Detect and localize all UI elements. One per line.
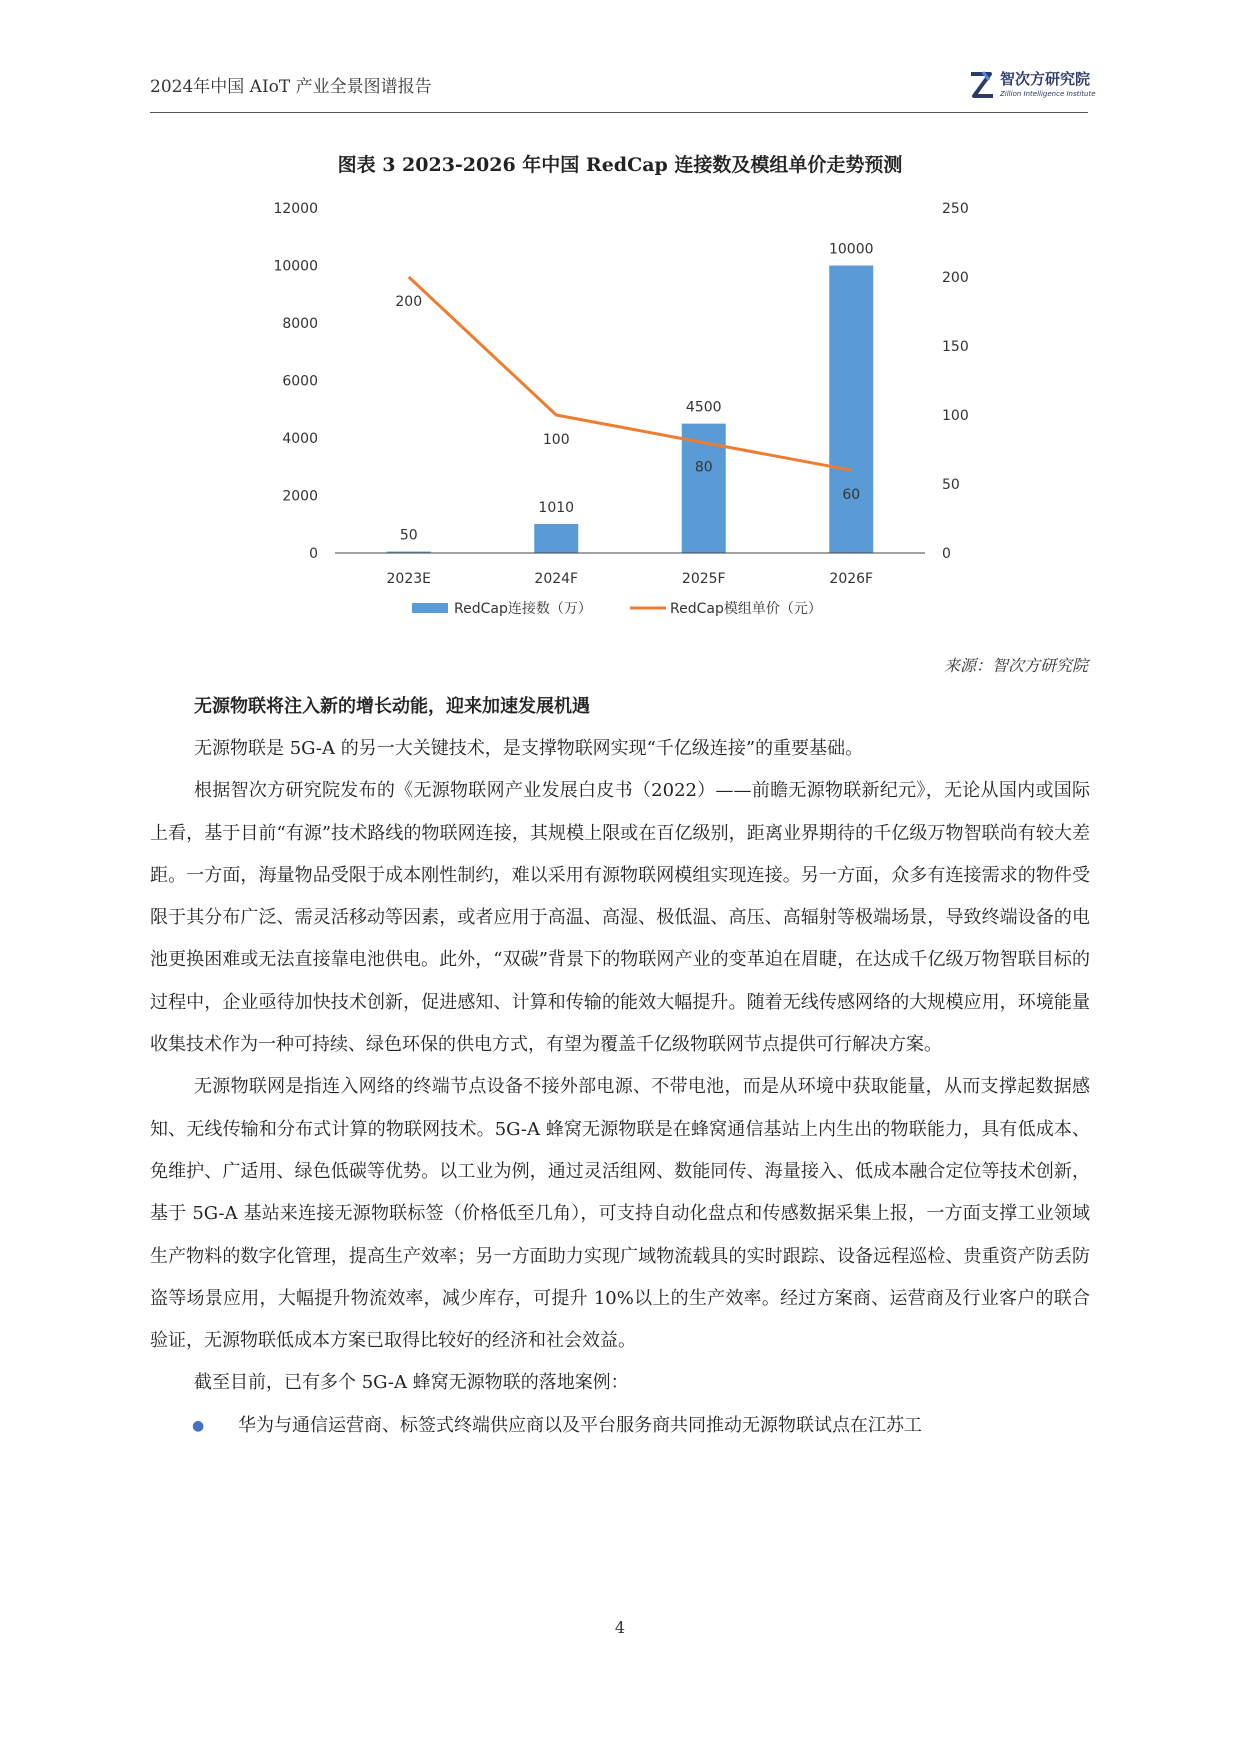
header-title: 2024年中国 AIoT 产业全景图谱报告 bbox=[150, 77, 432, 97]
right-axis-tick-label: 250 bbox=[942, 201, 969, 217]
paragraph: 无源物联网是指连入网络的终端节点设备不接外部电源、不带电池，而是从环境中获取能量，从而支撑起数据感知、无线传输和分布式计算的物联网技术。5G-A 蜂窝无源物联是在蜂窝通信基站上内生出的物联能力，具有低成本、免维护、广适用、绿色低碳等优势。以工业为例，通过灵活组网、数能同传、海量接入、低成本融合定位等技术创新，基于 5G-A 基站来连接无源物联标签（价格低至几角），可支持自动化盘点和传感数据采集上报，一方面支撑工业领域生产物料的数字化管理，提高生产效率；另一方面助力实现广域物流载具的实时跟踪、设备远程巡检、贵重资产防丢防盗等场景应用，大幅提升物流效率，减少库存，可提升 10%以上的生产效率。经过方案商、运营商及行业客户的联合验证，无源物联低成本方案已取得比较好的经济和社会效益。 bbox=[150, 1076, 1090, 1352]
paragraph: 无源物联是 5G-A 的另一大关键技术，是支撑物联网实现“千亿级连接”的重要基础。 bbox=[194, 738, 864, 759]
line-data-label: 80 bbox=[694, 459, 713, 476]
left-axis-tick-label: 8000 bbox=[282, 316, 318, 332]
left-axis-tick-label: 12000 bbox=[273, 201, 318, 217]
bar-data-label: 50 bbox=[399, 527, 418, 544]
institute-logo bbox=[968, 66, 1096, 106]
line-data-label: 60 bbox=[842, 487, 861, 504]
left-axis-tick-label: 6000 bbox=[282, 373, 318, 390]
line-data-label: 100 bbox=[542, 432, 570, 448]
right-axis-tick-label: 50 bbox=[942, 477, 960, 493]
x-axis-tick-label: 2023E bbox=[386, 571, 431, 587]
right-axis-tick-label: 0 bbox=[942, 546, 951, 562]
bar-connections bbox=[829, 266, 873, 554]
bar-data-label: 4500 bbox=[685, 399, 722, 416]
figure-source: 来源：智次方研究院 bbox=[943, 656, 1088, 675]
left-axis-tick-label: 10000 bbox=[273, 258, 318, 275]
bullet-text: 华为与通信运营商、标签式终端供应商以及平台服务商共同推动无源物联试点在江苏工 bbox=[238, 1414, 922, 1436]
bar-data-label: 10000 bbox=[828, 241, 874, 258]
body-text bbox=[150, 686, 1090, 1447]
logo-mark-icon bbox=[968, 70, 996, 100]
x-axis-tick-label: 2024F bbox=[534, 571, 579, 587]
bullet-item bbox=[150, 1405, 1090, 1447]
legend-bar-swatch bbox=[412, 603, 448, 613]
redcap-chart bbox=[0, 190, 1240, 630]
line-data-label: 200 bbox=[395, 294, 423, 310]
x-axis-tick-label: 2025F bbox=[681, 571, 726, 587]
left-axis-tick-label: 0 bbox=[309, 546, 318, 562]
left-axis-tick-label: 4000 bbox=[282, 431, 318, 447]
right-axis-tick-label: 100 bbox=[942, 408, 969, 424]
paragraph: 根据智次方研究院发布的《无源物联网产业发展白皮书（2022）——前瞻无源物联新纪元》，无论从国内或国际上看，基于目前“有源”技术路线的物联网连接，其规模上限或在百亿级别，距离业界期待的千亿级万物智联尚有较大差距。一方面，海量物品受限于成本刚性制约，难以采用有源物联网模组实现连接。另一方面，众多有连接需求的物件受限于其分布广泛、需灵活移动等因素，或者应用于高温、高湿、极低温、高压、高辐射等极端场景，导致终端设备的电池更换困难或无法直接靠电池供电。此外，“双碳”背景下的物联网产业的变革迫在眉睫，在达成千亿级万物智联目标的过程中，企业亟待加快技术创新，促进感知、计算和传输的能效大幅提升。随着无线传感网络的大规模应用，环境能量收集技术作为一种可持续、绿色环保的供电方式，有望为覆盖千亿级物联网节点提供可行解决方案。 bbox=[150, 780, 1090, 1056]
legend-bar-label: RedCap连接数（万） bbox=[454, 601, 592, 617]
legend-line-label: RedCap模组单价（元） bbox=[670, 601, 822, 617]
bar-data-label: 1010 bbox=[538, 499, 575, 516]
left-axis-tick-label: 2000 bbox=[282, 488, 318, 505]
figure-title: 图表 3 2023-2026 年中国 RedCap 连接数及模组单价走势预测 bbox=[337, 154, 903, 176]
page-header bbox=[150, 62, 1096, 113]
paragraph: 截至目前，已有多个 5G-A 蜂窝无源物联的落地案例： bbox=[194, 1372, 629, 1394]
page-number: 4 bbox=[614, 1618, 626, 1637]
logo-subtitle: Zillion Intelligence Institute bbox=[1000, 90, 1096, 98]
logo-name: 智次方研究院 bbox=[1000, 70, 1091, 88]
section-heading: 无源物联将注入新的增长动能，迎来加速发展机遇 bbox=[194, 696, 590, 717]
x-axis-tick-label: 2026F bbox=[829, 571, 874, 587]
right-axis-tick-label: 200 bbox=[942, 270, 969, 286]
right-axis-tick-label: 150 bbox=[942, 339, 969, 355]
bullet-dot-icon: ● bbox=[192, 1417, 205, 1434]
line-module-price bbox=[409, 277, 852, 470]
bar-connections bbox=[534, 524, 578, 553]
